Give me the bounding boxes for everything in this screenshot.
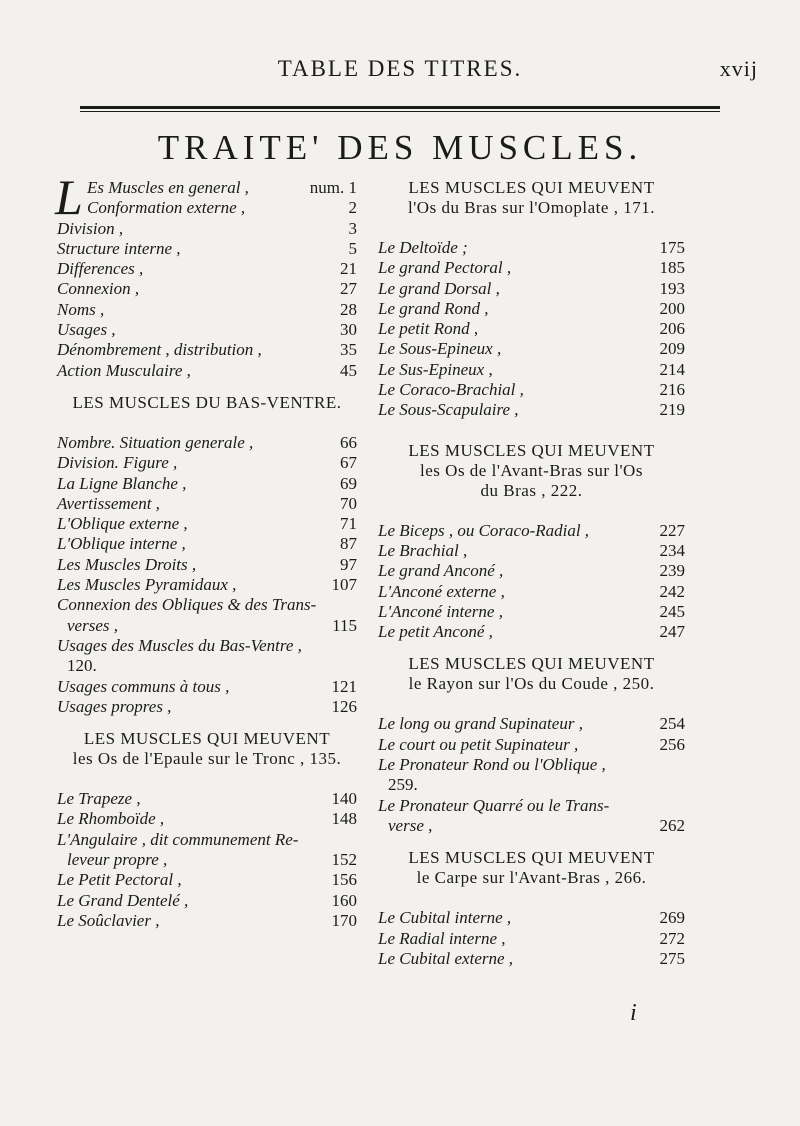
toc-entry: Le court ou petit Supinateur , 256: [378, 734, 685, 754]
toc-entry: L'Anconé interne , 245: [378, 601, 685, 621]
toc-entry: Le Brachial , 234: [378, 540, 685, 560]
toc-entry: Le grand Dorsal , 193: [378, 278, 685, 298]
section-heading-bas-ventre: LES MUSCLES DU BAS-VENTRE.: [72, 392, 342, 412]
toc-entry: Le petit Anconé , 247: [378, 622, 685, 642]
toc-entry: Le Cubital interne , 269: [378, 908, 685, 928]
section-heading-rayon: LES MUSCLES QUI MEUVENT le Rayon sur l'Os du Coude , 250.: [408, 654, 655, 694]
toc-entry: Usages des Muscles du Bas-Ventre ,: [57, 635, 302, 655]
toc-entry: Nombre. Situation generale , 66: [57, 432, 357, 452]
toc-entry: Le Soûclavier , 170: [57, 910, 357, 930]
section-heading-epaule: LES MUSCLES QUI MEUVENT les Os de l'Epaule sur le Tronc , 135.: [72, 729, 342, 769]
toc-entry: La Ligne Blanche , 69: [57, 473, 357, 493]
toc-entry: Connexion des Obliques & des Trans-: [57, 595, 317, 615]
toc-entry: leveur propre , 152: [67, 850, 357, 870]
drop-cap: L: [55, 169, 83, 225]
toc-entry: Le Radial interne , 272: [378, 928, 685, 948]
toc-entry: Le Coraco-Brachial , 216: [378, 380, 685, 400]
toc-entry: verse , 262: [388, 815, 685, 835]
toc-entry: Le Sous-Epineux , 209: [378, 339, 685, 359]
toc-entry: Le Biceps , ou Coraco-Radial , 227: [378, 520, 685, 540]
toc-entry: Le grand Rond , 200: [378, 298, 685, 318]
section-heading-bras: LES MUSCLES QUI MEUVENT l'Os du Bras sur l'Omoplate , 171.: [408, 178, 655, 217]
header-rule-thin: [80, 111, 720, 112]
toc-entry: Le petit Rond , 206: [378, 319, 685, 339]
header-rule-thick: [80, 106, 720, 109]
toc-entry: Le grand Anconé , 239: [378, 561, 685, 581]
toc-entry: Le Deltoïde ; 175: [378, 238, 685, 257]
toc-entry: L'Oblique externe , 71: [57, 514, 357, 534]
toc-entry: Noms , 28: [57, 299, 357, 319]
toc-entry: verses , 115: [67, 615, 357, 635]
section-heading-carpe: LES MUSCLES QUI MEUVENT le Carpe sur l'Avant-Bras , 266.: [408, 848, 655, 888]
toc-entry: Le Pronateur Quarré ou le Trans-: [378, 795, 610, 815]
toc-entry: Le Rhomboïde , 148: [57, 809, 357, 829]
toc-entry: Dénombrement , distribution , 35: [57, 340, 357, 360]
toc-entry: Es Muscles en general , num. 1: [87, 178, 357, 197]
page-number: xvij: [719, 56, 758, 81]
toc-entry: Action Musculaire , 45: [57, 360, 357, 380]
toc-entry: Le Trapeze , 140: [57, 789, 357, 809]
toc-entry: Division , 3: [57, 218, 357, 238]
toc-entry: Usages communs à tous , 121: [57, 676, 357, 696]
running-title: TABLE DES TITRES.: [277, 56, 523, 81]
toc-entry: 259.: [388, 775, 418, 795]
toc-entry: Differences , 21: [57, 259, 357, 279]
toc-entry: Usages , 30: [57, 320, 357, 340]
toc-entry: Conformation externe , 2: [87, 198, 357, 218]
left-column: [55, 169, 357, 931]
toc-entry: L'Anconé externe , 242: [378, 581, 685, 601]
toc-entry: L'Angulaire , dit communement Re-: [57, 829, 299, 849]
right-column: [378, 178, 685, 969]
section-heading-avant-bras: LES MUSCLES QUI MEUVENT les Os de l'Avant-Bras sur l'Os du Bras , 222.: [408, 440, 655, 500]
toc-entry: Le Sus-Epineux , 214: [378, 359, 685, 379]
toc-entry: Usages propres , 126: [57, 696, 357, 716]
toc-entry: Le Cubital externe , 275: [378, 948, 685, 968]
toc-entry: Structure interne , 5: [57, 238, 357, 258]
toc-entry: Les Muscles Droits , 97: [57, 554, 357, 574]
toc-entry: Le grand Pectoral , 185: [378, 258, 685, 278]
toc-entry: L'Oblique interne , 87: [57, 534, 357, 554]
toc-entry: Le long ou grand Supinateur , 254: [378, 714, 685, 734]
toc-entry: Le Petit Pectoral , 156: [57, 870, 357, 890]
toc-entry: Le Grand Dentelé , 160: [57, 890, 357, 910]
toc-entry: Le Pronateur Rond ou l'Oblique ,: [378, 755, 606, 775]
toc-entry: Division. Figure , 67: [57, 453, 357, 473]
toc-entry: Le Sous-Scapulaire , 219: [378, 400, 685, 420]
toc-entry: 120.: [67, 656, 97, 676]
page-title: TRAITE' DES MUSCLES.: [157, 128, 643, 167]
toc-entry: Avertissement , 70: [57, 493, 357, 513]
toc-entry: Connexion , 27: [57, 279, 357, 299]
intro-block: [55, 169, 357, 225]
toc-entry: Les Muscles Pyramidaux , 107: [57, 575, 357, 595]
signature-mark: i: [630, 1000, 637, 1026]
